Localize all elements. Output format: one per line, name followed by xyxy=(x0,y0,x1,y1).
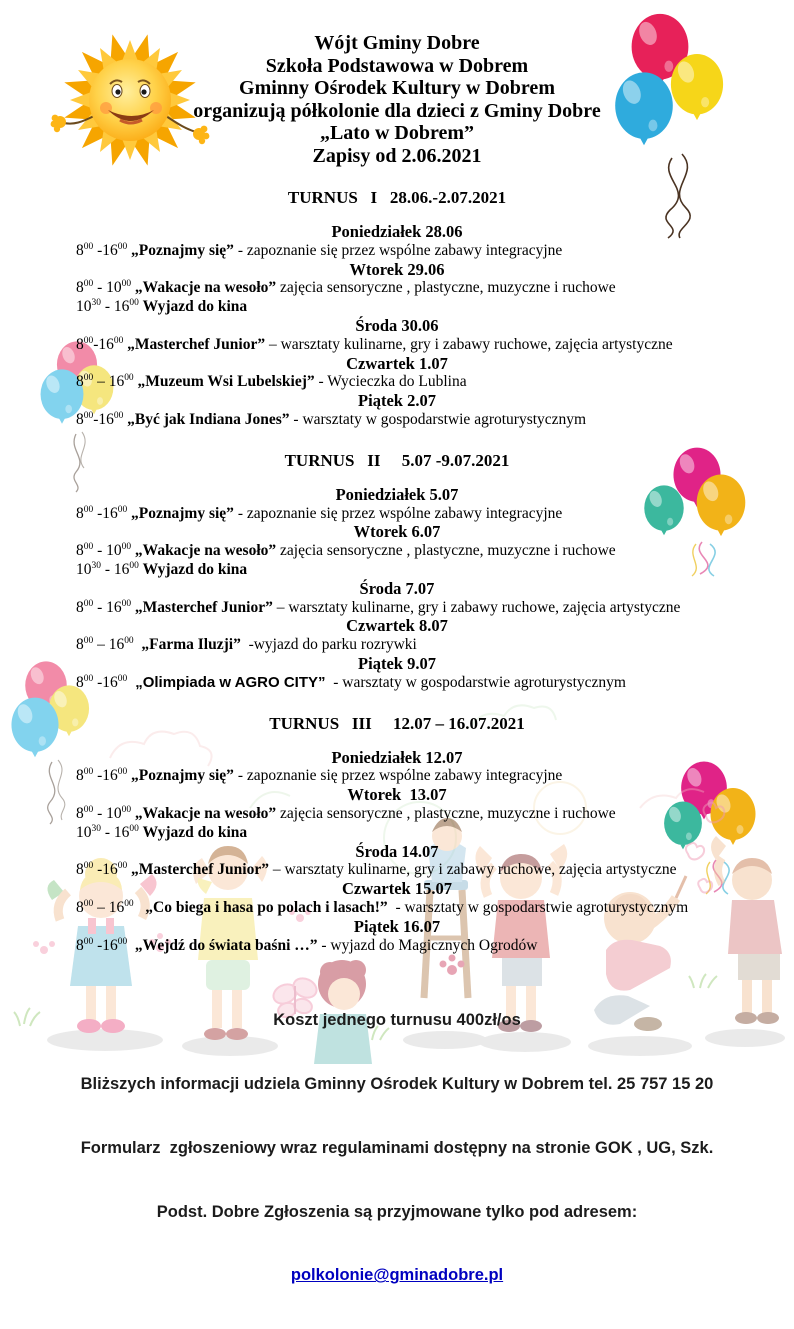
entry-time: $8^{00}$ $-16^{00}$ xyxy=(76,673,128,691)
entry-description: - wyjazd do Magicznych Ogrodów xyxy=(317,936,538,954)
header-line: „Lato w Dobrem” xyxy=(319,122,475,144)
header-line: Zapisy od 2.06.2021 xyxy=(312,144,482,167)
entry-time: $8^{00}$ $-16^{00}$ xyxy=(76,767,128,785)
schedule-entry xyxy=(0,636,794,655)
entry-description: - zapoznanie się przez wspólne zabawy integracyjne xyxy=(233,767,563,785)
entry-title: „Olimpiada w AGRO CITY” xyxy=(131,673,326,691)
entry-time: $8^{00} - 16^{00}$ xyxy=(76,373,134,391)
schedule xyxy=(0,187,794,955)
entry-title: „Wakacje na wesoło” xyxy=(134,804,277,822)
turnus-section-1 xyxy=(0,187,794,430)
schedule-entry xyxy=(0,824,794,843)
schedule-entry xyxy=(0,599,794,618)
entry-title: Wyjazd do kina xyxy=(142,560,248,578)
header-line: Wójt Gminy Dobre xyxy=(314,32,480,54)
turnus-title: TURNUS I 28.06.-2.07.2021 xyxy=(287,188,507,207)
day-heading: Wtorek 13.07 xyxy=(347,785,447,805)
entry-time: $8^{00}-16^{00}$ xyxy=(76,410,124,428)
entry-title: Wyjazd do kina xyxy=(142,298,248,316)
schedule-entry xyxy=(0,805,794,824)
schedule-entry xyxy=(0,411,794,430)
day-heading: Wtorek 6.07 xyxy=(353,522,441,542)
day-heading: Poniedziałek 28.06 xyxy=(331,222,463,241)
header-line: Szkoła Podstawowa w Dobrem xyxy=(265,54,529,77)
entry-title: „Masterchef Junior” xyxy=(134,598,273,616)
schedule-entry xyxy=(0,674,794,693)
schedule-entry xyxy=(0,242,794,261)
entry-title: „Wakacje na wesoło” xyxy=(134,279,277,297)
entry-description: – warsztaty kulinarne, gry i zabawy ruchowe, zajęcia artystyczne xyxy=(272,598,681,616)
entry-description: zajęcia sensoryczne , plastyczne, muzyczne i ruchowe xyxy=(276,542,616,560)
entry-title: „Być jak Indiana Jones” xyxy=(127,410,290,428)
header-line: organizują półkolonie dla dzieci z Gminy Dobre xyxy=(193,99,601,122)
day-heading: Czwartek 15.07 xyxy=(342,879,452,899)
day-heading: Czwartek 1.07 xyxy=(346,353,448,373)
entry-description: zajęcia sensoryczne , plastyczne, muzyczne i ruchowe xyxy=(276,804,616,822)
entry-time: $10^{30} - 16^{00}$ xyxy=(76,823,139,841)
flyer-footer xyxy=(0,967,794,1329)
schedule-entry xyxy=(0,899,794,918)
footer-line-form: Formularz zgłoszeniowy wraz regulaminami dostępny na stronie GOK , UG, Szk. xyxy=(80,1138,714,1157)
day-heading: Piątek 16.07 xyxy=(353,916,441,936)
entry-description: - zapoznanie się przez wspólne zabawy integracyjne xyxy=(233,241,563,259)
entry-description: – warsztaty kulinarne, gry i zabawy ruchowe, zajęcia artystyczne xyxy=(268,861,677,879)
schedule-entry xyxy=(0,561,794,580)
turnus-title: TURNUS III 12.07 – 16.07.2021 xyxy=(269,713,525,733)
entry-title: „Wejdź do świata baśni …” xyxy=(131,936,318,954)
entry-title: „Poznajmy się” xyxy=(131,767,234,785)
day-heading: Środa 30.06 xyxy=(355,315,439,335)
entry-time: $8^{00}$ $-16^{00}$ xyxy=(76,241,128,259)
entry-description: - zapoznanie się przez wspólne zabawy integracyjne xyxy=(233,504,563,522)
schedule-entry xyxy=(0,279,794,298)
entry-title: „Masterchef Junior” xyxy=(131,861,269,879)
footer-line-info: Bliższych informacji udziela Gminny Ośrodek Kultury w Dobrem tel. 25 757 15 20 xyxy=(80,1074,714,1093)
entry-title: „Wakacje na wesoło” xyxy=(134,542,277,560)
turnus-section-3 xyxy=(0,713,794,956)
entry-description: - warsztaty w gospodarstwie agroturystycznym xyxy=(289,410,587,428)
email-link[interactable]: polkolonie@gminadobre.pl xyxy=(290,1266,504,1285)
entry-time: $10^{30} - 16^{00}$ xyxy=(76,298,139,316)
entry-time: $8^{00} - 16^{00}$ xyxy=(76,898,134,916)
turnus-title: TURNUS II 5.07 -9.07.2021 xyxy=(284,450,510,470)
schedule-entry xyxy=(0,767,794,786)
entry-time: $8^{00} - 16^{00}$ xyxy=(76,598,132,616)
day-heading: Piątek 9.07 xyxy=(358,653,436,673)
header-line: Gminny Ośrodek Kultury w Dobrem xyxy=(239,77,555,99)
day-heading: Piątek 2.07 xyxy=(358,391,436,411)
entry-description: -wyjazd do parku rozrywki xyxy=(240,636,417,654)
entry-time: $8^{00}$ $-16^{00}$ xyxy=(76,936,128,954)
entry-time: $8^{00}-16^{00}$ xyxy=(76,335,124,353)
entry-time: $8^{00} - 16^{00}$ xyxy=(76,635,134,654)
entry-title: Wyjazd do kina xyxy=(142,823,248,841)
entry-description: - Wycieczka do Lublina xyxy=(314,373,467,391)
day-heading: Poniedziałek 5.07 xyxy=(335,484,459,504)
schedule-entry xyxy=(0,542,794,561)
entry-title: „Muzeum Wsi Lubelskiej” xyxy=(137,373,315,391)
entry-title: „Masterchef Junior” xyxy=(127,335,266,353)
schedule-entry xyxy=(0,937,794,956)
footer-line-cost: Koszt jednego turnusu 400zł/os xyxy=(273,1010,521,1029)
entry-time: $8^{00} - 10^{00}$ xyxy=(76,542,132,560)
day-heading: Środa 7.07 xyxy=(359,578,435,598)
day-heading: Wtorek 29.06 xyxy=(349,259,445,279)
entry-title: „Co biega i hasa po polach i lasach!” xyxy=(137,898,388,916)
entry-title: „Poznajmy się” xyxy=(131,504,234,522)
entry-description: zajęcia sensoryczne , plastyczne, muzyczne i ruchowe xyxy=(276,279,616,297)
flyer-header xyxy=(0,0,794,167)
entry-title: „Poznajmy się” xyxy=(131,241,234,259)
entry-description: - warsztaty w gospodarstwie agroturystycznym xyxy=(325,673,626,691)
day-heading: Środa 14.07 xyxy=(355,841,439,861)
schedule-entry xyxy=(0,336,794,355)
entry-description: - warsztaty w gospodarstwie agroturystycznym xyxy=(387,898,689,916)
entry-time: $8^{00}$ $-16^{00}$ xyxy=(76,861,128,879)
schedule-entry xyxy=(0,505,794,524)
entry-title: „Farma Iluzji” xyxy=(137,636,241,654)
entry-time: $8^{00}$ $-16^{00}$ xyxy=(76,504,128,522)
schedule-entry xyxy=(0,373,794,392)
turnus-section-2 xyxy=(0,450,794,693)
entry-time: $10^{30} - 16^{00}$ xyxy=(76,560,139,578)
entry-description: – warsztaty kulinarne, gry i zabawy ruchowe, zajęcia artystyczne xyxy=(265,335,673,353)
schedule-entry xyxy=(0,861,794,880)
schedule-entry xyxy=(0,298,794,317)
entry-time: $8^{00} - 10^{00}$ xyxy=(76,279,132,297)
entry-time: $8^{00} - 10^{00}$ xyxy=(76,804,132,822)
footer-line-address: Podst. Dobre Zgłoszenia są przyjmowane tylko pod adresem: xyxy=(156,1202,638,1221)
day-heading: Poniedziałek 12.07 xyxy=(331,747,463,767)
day-heading: Czwartek 8.07 xyxy=(346,616,448,636)
